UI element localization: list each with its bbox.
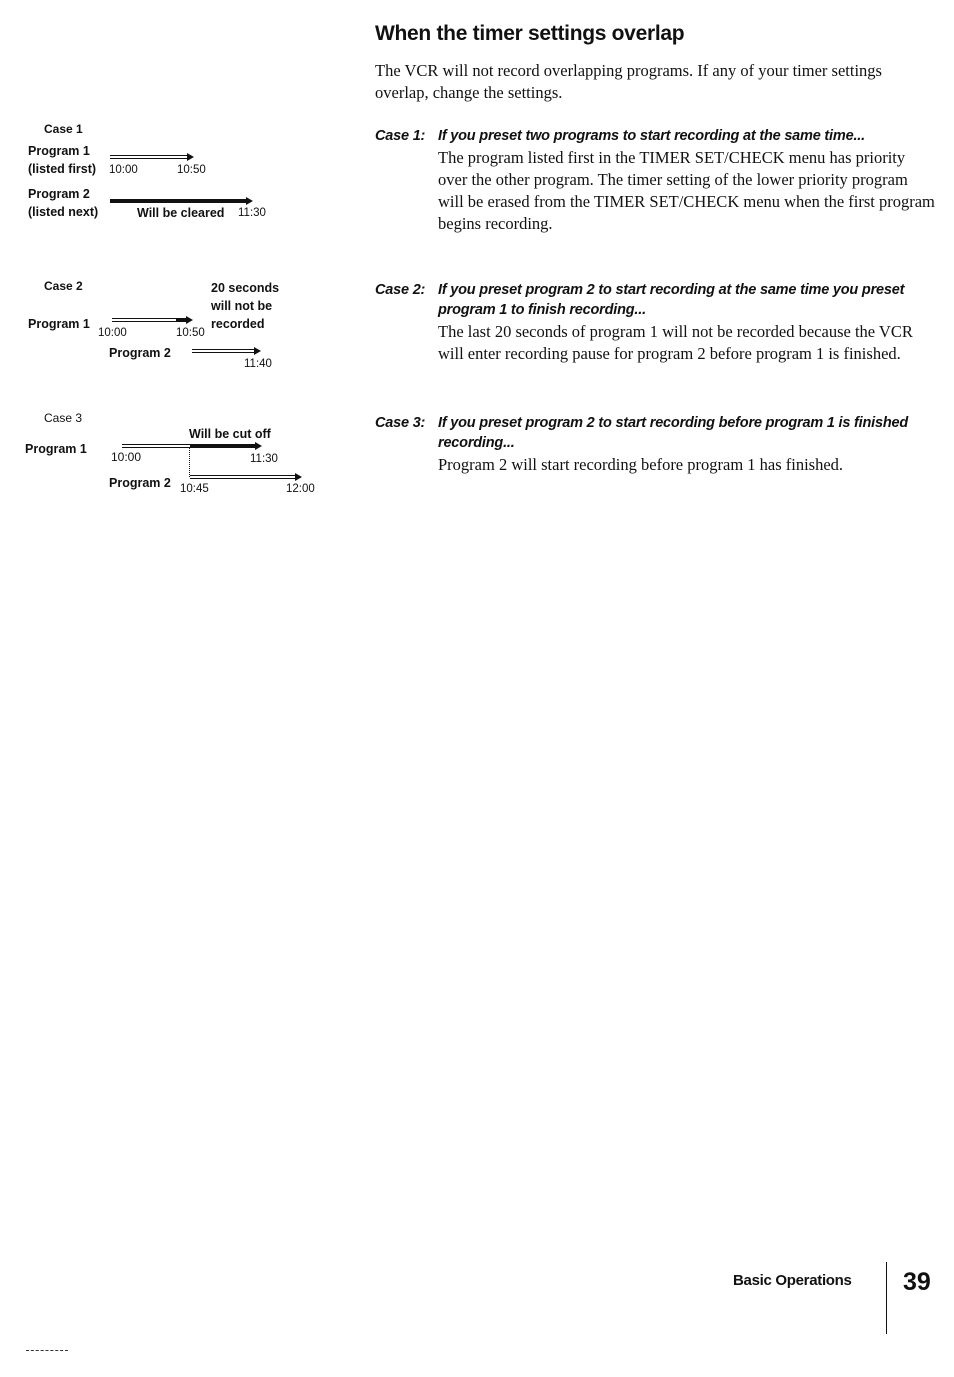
diagram-3-program1-label: Program 1 <box>25 442 87 456</box>
case-1-label: Case 1: <box>375 128 426 144</box>
diagram-2-p1-end: 10:50 <box>176 327 205 339</box>
case-3-label: Case 3: <box>375 415 426 431</box>
corner-mark <box>26 1350 68 1351</box>
diagram-3-start-marker <box>189 447 190 477</box>
case-2-title: If you preset program 2 to start recording at the same time you preset program 1 to finish recording... <box>438 282 905 318</box>
intro-paragraph: The VCR will not record overlapping programs. If any of your timer settings overlap, change the settings. <box>375 61 882 102</box>
diagram-1-program2-label: Program 2 <box>28 187 90 201</box>
page-number: 39 <box>903 1268 931 1296</box>
diagram-1-title: Case 1 <box>44 122 83 136</box>
footer-divider <box>886 1262 887 1334</box>
diagram-2-note-line1: 20 seconds <box>211 281 280 295</box>
section-heading: When the timer settings overlap <box>375 22 685 45</box>
footer-section-label: Basic Operations <box>733 1272 852 1289</box>
case-3-block <box>375 413 935 476</box>
arrow-right-icon <box>187 153 194 161</box>
case-1-title: If you preset two programs to start recording at the same time... <box>438 128 865 144</box>
diagram-2-program2-bar <box>192 349 254 353</box>
diagram-3-program2-label: Program 2 <box>109 476 171 490</box>
diagram-1-p1-start: 10:00 <box>109 164 138 176</box>
diagram-3-program1-bar <box>122 444 190 448</box>
diagram-1-program1-bar <box>110 155 188 159</box>
diagram-2-program1-bar <box>112 318 176 322</box>
diagram-1-program2-bar <box>110 199 248 203</box>
case-2-body: The last 20 seconds of program 1 will not be recorded because the VCR will enter recording pause for program 2 before program 1 is finished. <box>438 322 913 363</box>
diagram-3-program2-bar <box>190 475 296 479</box>
diagram-2-program2-label: Program 2 <box>109 346 171 360</box>
arrow-right-icon <box>255 442 262 450</box>
diagram-2-note-line2: will not be <box>211 299 273 313</box>
diagram-3-p1-start: 10:00 <box>111 450 142 464</box>
diagram-3-p2-start: 10:45 <box>180 483 209 495</box>
diagram-1-program1-note: (listed first) <box>28 162 97 176</box>
diagram-3-title: Case 3 <box>44 411 83 425</box>
diagram-2-p2-end: 11:40 <box>244 358 272 370</box>
diagram-1-p2-note: Will be cleared <box>137 206 225 220</box>
diagram-3-program1-cut-segment <box>190 444 256 448</box>
arrow-right-icon <box>186 316 193 324</box>
arrow-right-icon <box>295 473 302 481</box>
diagram-3-p1-end: 11:30 <box>250 453 278 465</box>
arrow-right-icon <box>246 197 253 205</box>
diagram-2-note-line3: recorded <box>211 317 265 331</box>
case-3-title: If you preset program 2 to start recording before program 1 is finished recording... <box>438 415 909 451</box>
case-1-body: The program listed first in the TIMER SET/CHECK menu has priority over the other program. The timer setting of the lower priority program will be erased from the TIMER SET/CHECK menu when the first program begins recording. <box>438 148 935 233</box>
diagram-2-program1-label: Program 1 <box>28 317 90 331</box>
diagram-1-program1-label: Program 1 <box>28 144 90 158</box>
diagram-2-title: Case 2 <box>44 279 83 293</box>
case-1-block <box>375 126 935 235</box>
diagram-1-program2-note: (listed next) <box>28 205 99 219</box>
diagram-1-p1-end: 10:50 <box>177 164 206 176</box>
diagram-3-note: Will be cut off <box>189 427 271 441</box>
diagram-3-p2-end: 12:00 <box>286 483 315 495</box>
diagram-1-p2-end: 11:30 <box>238 207 266 219</box>
diagram-2-p1-start: 10:00 <box>98 327 127 339</box>
arrow-right-icon <box>254 347 261 355</box>
case-2-label: Case 2: <box>375 282 426 298</box>
case-2-block <box>375 280 935 365</box>
case-3-body: Program 2 will start recording before program 1 has finished. <box>438 455 844 474</box>
